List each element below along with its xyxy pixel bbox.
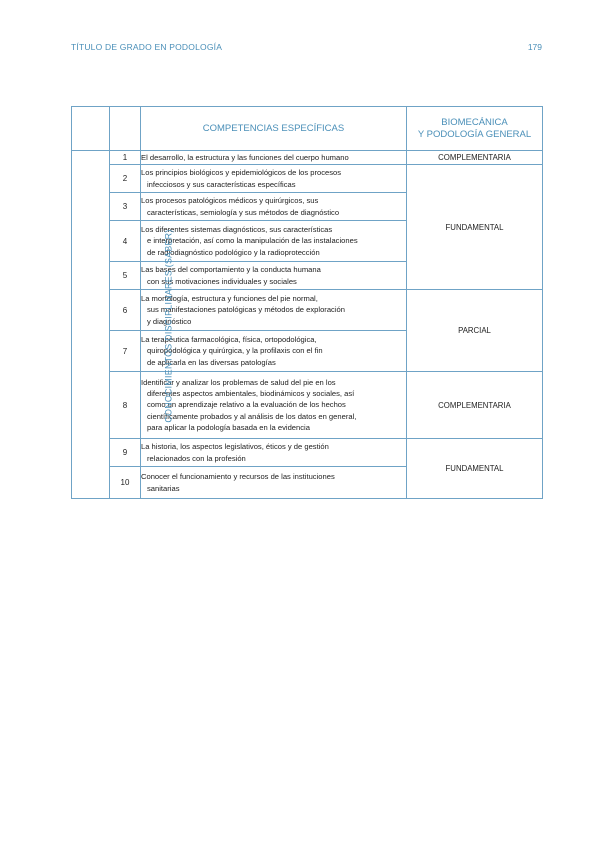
row-number: 9: [110, 439, 141, 467]
running-title: TÍTULO DE GRADO EN PODOLOGÍA: [71, 42, 223, 52]
header-area: [407, 107, 543, 151]
competency-line: científicamente probados y al análisis de los datos en general,: [147, 411, 357, 421]
competency-line: y diagnóstico: [147, 316, 192, 326]
row-number: 7: [110, 331, 141, 372]
competency-line: características, semiología y sus métodos de diagnóstico: [147, 207, 340, 217]
competency-line: infecciosos y sus características específicas: [147, 179, 296, 189]
competency-line: La morfología, estructura y funciones del pie normal,: [141, 294, 318, 304]
header-empty-side: [72, 107, 110, 151]
competency-text: [141, 262, 407, 290]
competency-line: como un aprendizaje relativo a la evaluación de los hechos: [147, 400, 346, 410]
header-competencias: COMPETENCIAS ESPECÍFICAS: [141, 107, 407, 151]
row-number: 6: [110, 290, 141, 331]
competency-line: La terapéutica farmacológica, física, ortopodológica,: [141, 335, 317, 345]
competency-text: [141, 290, 407, 331]
competency-text: [141, 193, 407, 221]
competency-line: Identificar y analizar los problemas de salud del pie en los: [141, 377, 336, 387]
page-number: 179: [527, 42, 542, 52]
competency-line: quiropodológica y quirúrgica, y la profilaxis con el fin: [147, 346, 323, 356]
classification-cell: FUNDAMENTAL: [407, 439, 543, 499]
table-row: [72, 372, 543, 439]
competency-text: [141, 151, 407, 165]
competency-line: sus manifestaciones patológicas y métodos de exploración: [147, 305, 345, 315]
competency-line: La historia, los aspectos legislativos, éticos y de gestión: [141, 442, 329, 452]
row-number: 1: [110, 151, 141, 165]
competency-text: [141, 372, 407, 439]
classification-cell: COMPLEMENTARIA: [407, 372, 543, 439]
table-row: [72, 165, 543, 193]
header-area-line2: Y PODOLOGÍA GENERAL: [417, 128, 532, 140]
competency-text: [141, 331, 407, 372]
header-area-line1: BIOMECÁNICA: [441, 116, 508, 128]
side-category-label: CONOCIMIENTOS DISCIPLINARES (SABER): [163, 228, 174, 423]
competency-line: Los principios biológicos y epidemiológicos de los procesos: [141, 168, 342, 178]
competency-line: Las bases del comportamiento y la conducta humana: [141, 265, 321, 275]
competency-text: [141, 439, 407, 467]
competency-text: [141, 221, 407, 262]
competency-line: El desarrollo, la estructura y las funciones del cuerpo humano: [141, 152, 349, 162]
competency-line: Conocer el funcionamiento y recursos de las instituciones: [141, 472, 335, 482]
competencies-table: [71, 106, 543, 499]
row-number: 5: [110, 262, 141, 290]
competency-line: para aplicar la podología basada en la evidencia: [147, 422, 310, 432]
row-number: 10: [110, 467, 141, 499]
row-number: 4: [110, 221, 141, 262]
table-row: [72, 439, 543, 467]
table-row: [72, 151, 543, 165]
competency-line: diferentes aspectos ambientales, biodinámicos y sociales, así: [147, 389, 355, 399]
competency-line: Los procesos patológicos médicos y quirúrgicos, sus: [141, 196, 319, 206]
row-number: 8: [110, 372, 141, 439]
competency-text: [141, 467, 407, 499]
competency-line: de radiodiagnóstico podológico y la radioprotección: [147, 247, 320, 257]
header-empty-num: [110, 107, 141, 151]
competency-line: relacionados con la profesión: [147, 453, 246, 463]
table-header-row: [72, 107, 543, 151]
competency-line: e interpretación, así como la manipulación de las instalaciones: [147, 236, 358, 246]
competency-line: Los diferentes sistemas diagnósticos, sus características: [141, 225, 333, 235]
table-row: [72, 290, 543, 331]
competency-line: con sus motivaciones individuales y sociales: [147, 276, 297, 286]
competency-text: [141, 165, 407, 193]
row-number: 3: [110, 193, 141, 221]
classification-cell: PARCIAL: [407, 290, 543, 372]
competency-line: de aplicarla en las diversas patologías: [147, 357, 276, 367]
classification-cell: COMPLEMENTARIA: [407, 151, 543, 165]
classification-cell: FUNDAMENTAL: [407, 165, 543, 290]
row-number: 2: [110, 165, 141, 193]
competency-line: sanitarias: [147, 483, 180, 493]
